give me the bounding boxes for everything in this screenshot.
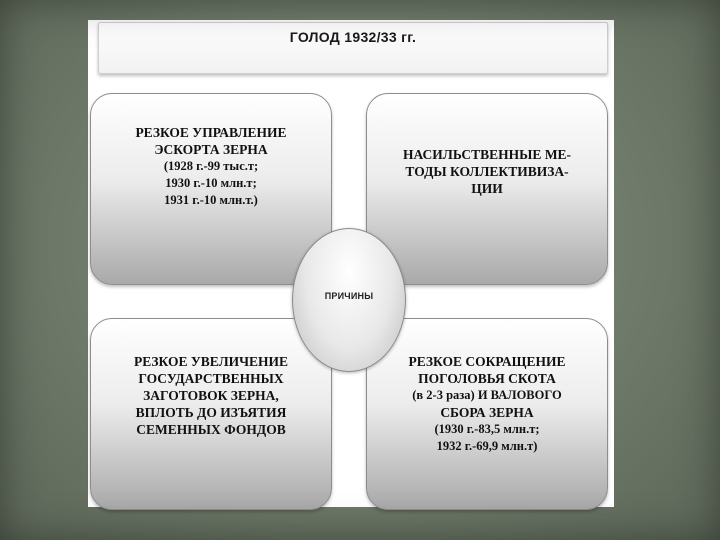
cause-detail: 1931 г.-10 млн.т.)	[164, 193, 258, 207]
cause-detail: 1930 г.-10 млн.т;	[165, 176, 257, 190]
title-bar	[98, 22, 608, 74]
center-label: ПРИЧИНЫ	[324, 291, 374, 301]
cause-text	[381, 353, 593, 455]
cause-line: ВПЛОТЬ ДО ИЗЪЯТИЯ	[135, 405, 287, 420]
cause-detail: 1932 г.-69,9 млн.т)	[436, 439, 538, 453]
cause-text	[105, 124, 317, 209]
cause-line: ТОДЫ КОЛЛЕКТИВИЗА-	[405, 164, 569, 179]
cause-line: (в 2-3 раза) И ВАЛОВОГО	[412, 388, 562, 402]
cause-text	[381, 146, 593, 197]
cause-line: ПОГОЛОВЬЯ СКОТА	[418, 371, 556, 386]
cause-line: НАСИЛЬСТВЕННЫЕ МЕ-	[402, 147, 572, 162]
cause-line: РЕЗКОЕ СОКРАЩЕНИЕ	[408, 354, 566, 369]
cause-box-livestock-decline	[366, 318, 608, 510]
cause-line: РЕЗКОЕ УПРАВЛЕНИЕ	[135, 125, 287, 140]
cause-text	[105, 353, 317, 438]
cause-line: ЦИИ	[471, 181, 503, 196]
cause-line: ЗАГОТОВОК ЗЕРНА,	[143, 388, 279, 403]
cause-detail: (1928 г.-99 тыс.т;	[163, 159, 259, 173]
cause-line: ГОСУДАРСТВЕННЫХ	[138, 371, 284, 386]
diagram-title: ГОЛОД 1932/33 гг.	[289, 29, 417, 45]
cause-detail: (1930 г.-83,5 млн.т;	[434, 422, 540, 436]
cause-box-state-procurement	[90, 318, 332, 510]
cause-line: ЭСКОРТА ЗЕРНА	[154, 142, 268, 157]
cause-line: СБОРА ЗЕРНА	[440, 405, 534, 420]
cause-box-grain-export	[90, 93, 332, 285]
center-ellipse	[292, 228, 406, 372]
cause-box-collectivization	[366, 93, 608, 285]
cause-line: СЕМЕННЫХ ФОНДОВ	[136, 422, 286, 437]
cause-line: РЕЗКОЕ УВЕЛИЧЕНИЕ	[133, 354, 289, 369]
